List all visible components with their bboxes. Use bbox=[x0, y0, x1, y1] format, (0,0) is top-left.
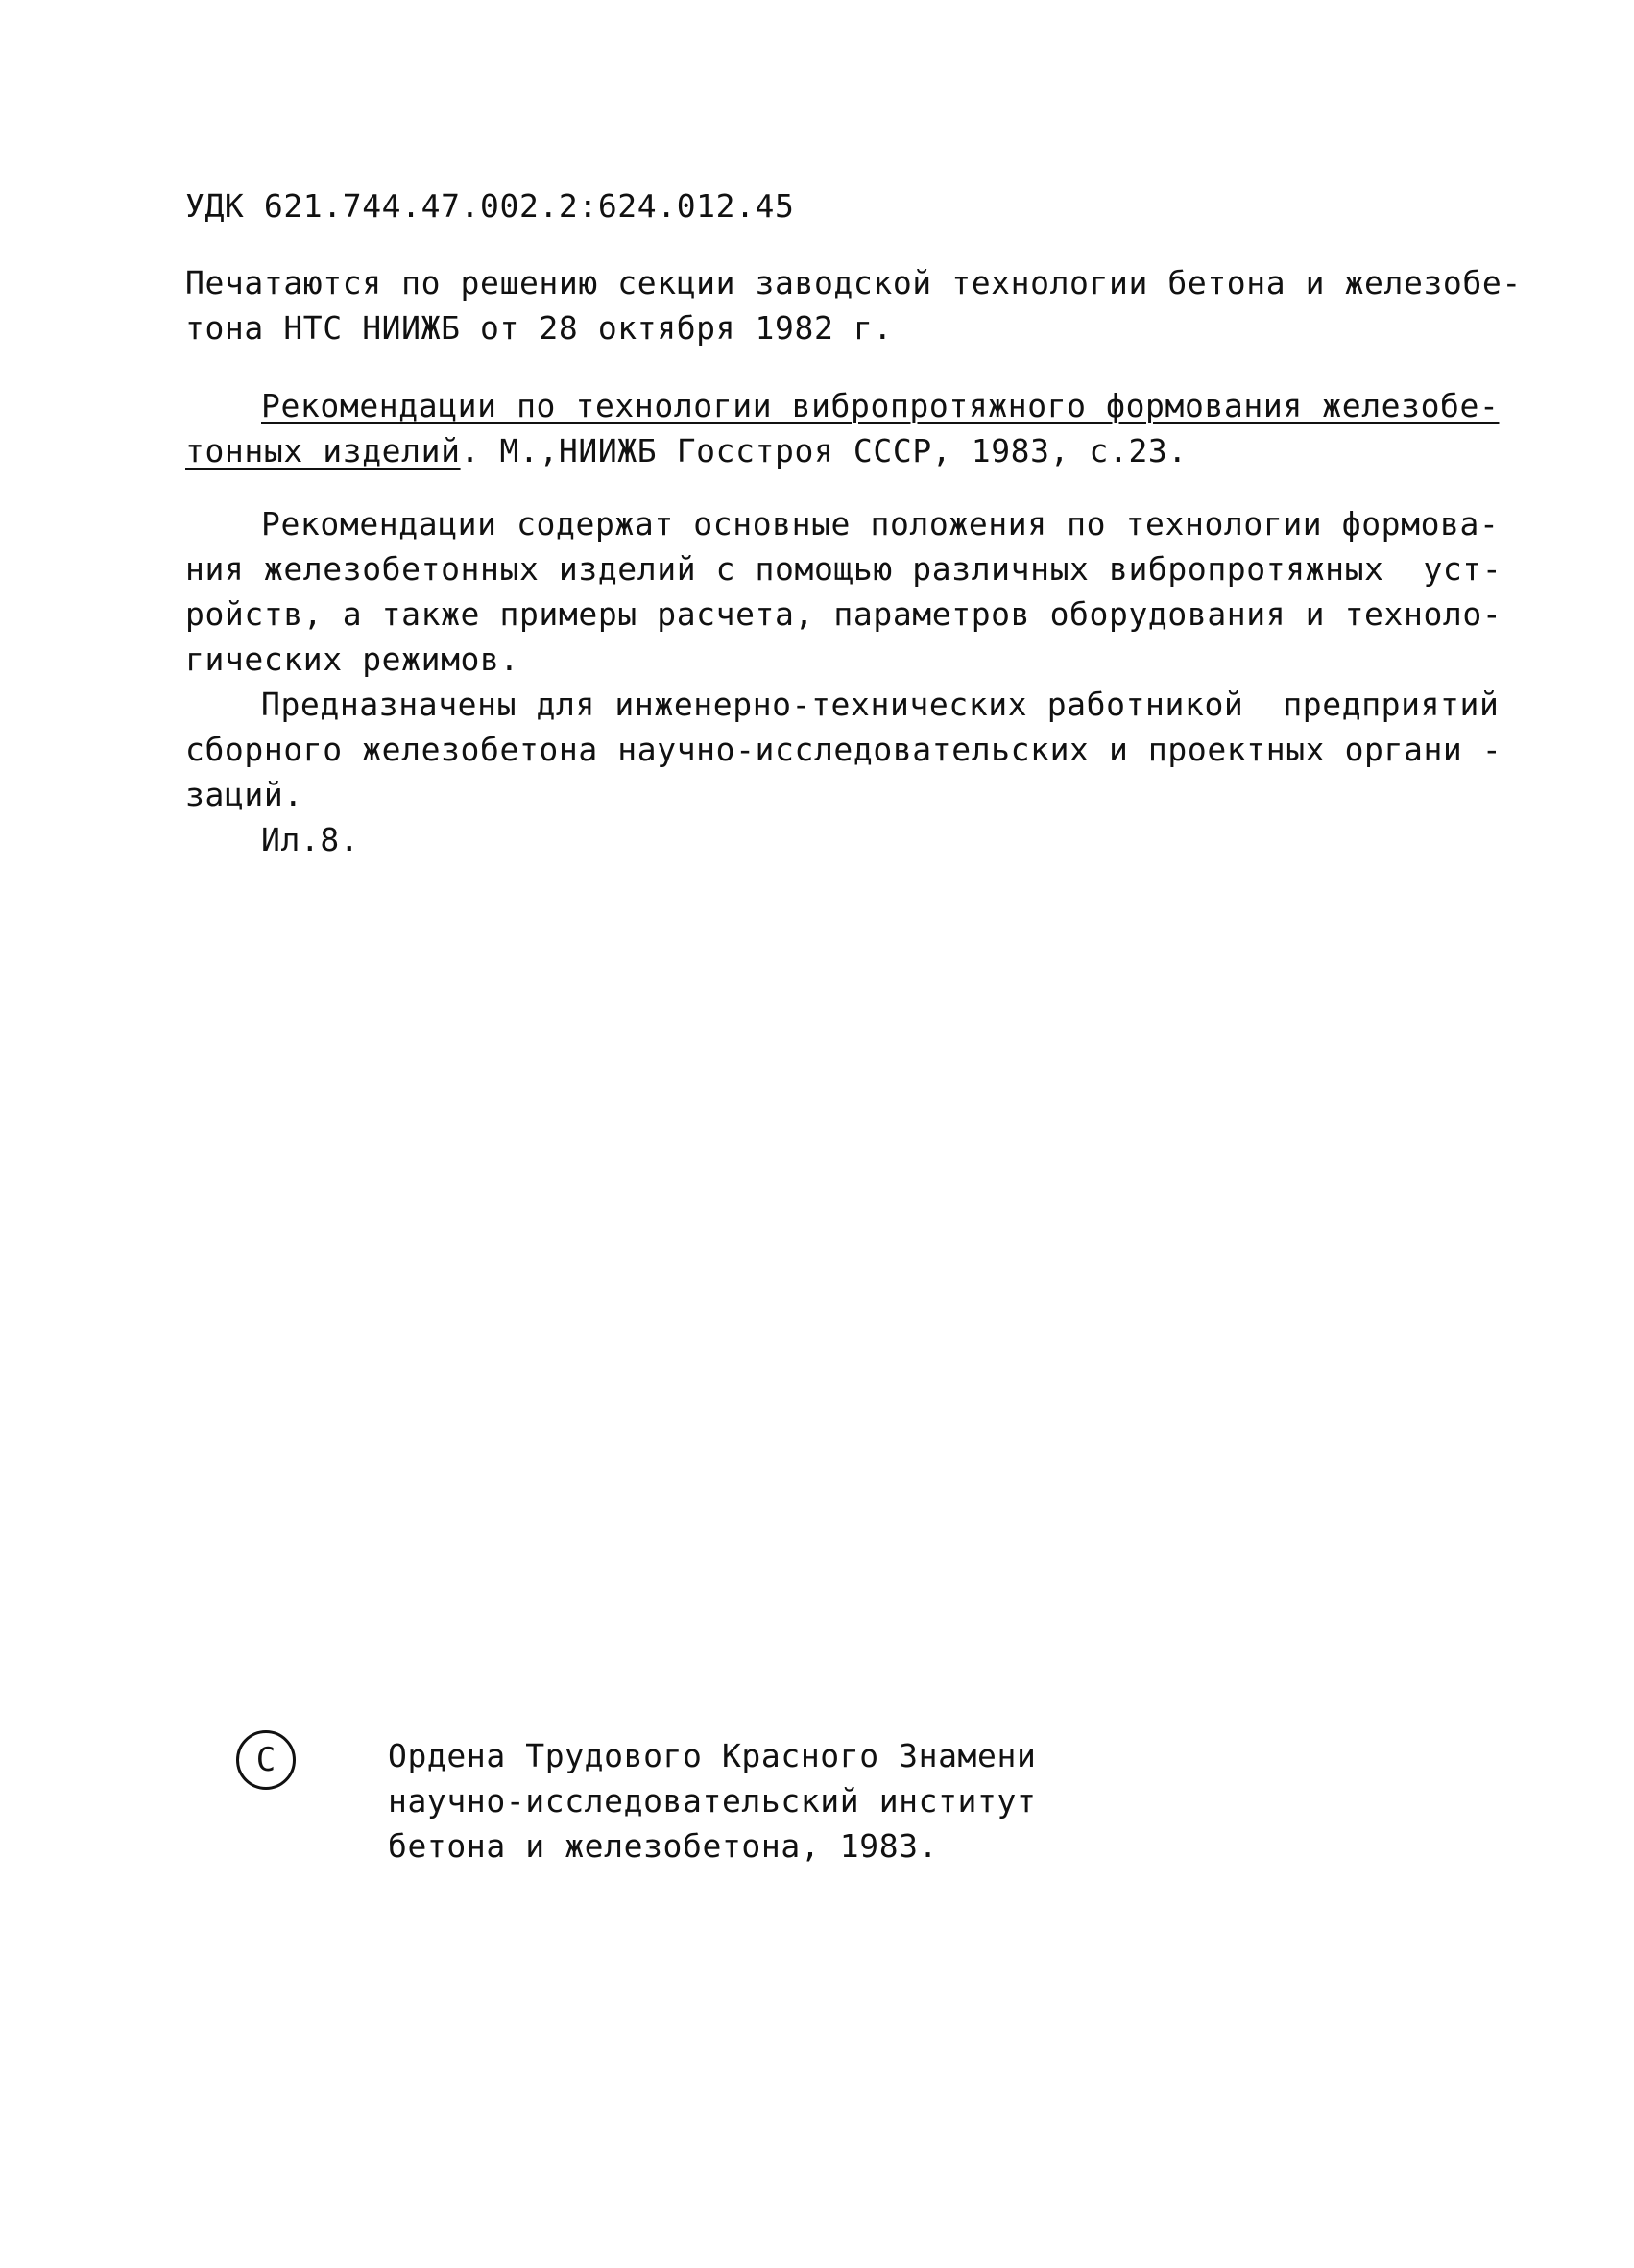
citation-imprint: . М.,НИИЖБ Госстроя СССР, 1983, с.23. bbox=[460, 432, 1188, 470]
publication-note-line-2: тона НТС НИИЖБ от 28 октября 1982 г. bbox=[185, 309, 893, 347]
abstract-line-3: ройств, а также примеры расчета, параметров оборудования и техноло- bbox=[185, 595, 1502, 633]
copyright-holder-line-3: бетона и железобетона, 1983. bbox=[388, 1827, 939, 1865]
citation-line-2 bbox=[185, 429, 1188, 473]
audience-line-1: Предназначены для инженерно-технических работникой предприятий bbox=[261, 686, 1500, 723]
audience-line-3: заций. bbox=[185, 776, 303, 813]
abstract-line-2: ния железобетонных изделий с помощью различных вибропротяжных уст- bbox=[185, 550, 1502, 588]
udk-code: УДК 621.744.47.002.2:624.012.45 bbox=[185, 187, 795, 225]
abstract-line-4: гических режимов. bbox=[185, 640, 519, 678]
copyright-holder-line-2: научно-исследовательский институт bbox=[388, 1782, 1037, 1820]
citation-title-line-2: тонных изделий bbox=[185, 432, 461, 470]
publication-note-line-1: Печатаются по решению секции заводской технологии бетона и железобе- bbox=[185, 264, 1522, 302]
illustrations-count: Ил.8. bbox=[261, 821, 360, 858]
citation-title-line-1: Рекомендации по технологии вибропротяжного формования железобе- bbox=[261, 387, 1500, 424]
abstract-line-1: Рекомендации содержат основные положения по технологии формова- bbox=[261, 505, 1500, 543]
copyright-holder-line-1: Ордена Трудового Красного Знамени bbox=[388, 1737, 1037, 1774]
copyright-icon: C bbox=[236, 1730, 296, 1790]
audience-line-2: сборного железобетона научно-исследовательских и проектных органи - bbox=[185, 731, 1502, 768]
